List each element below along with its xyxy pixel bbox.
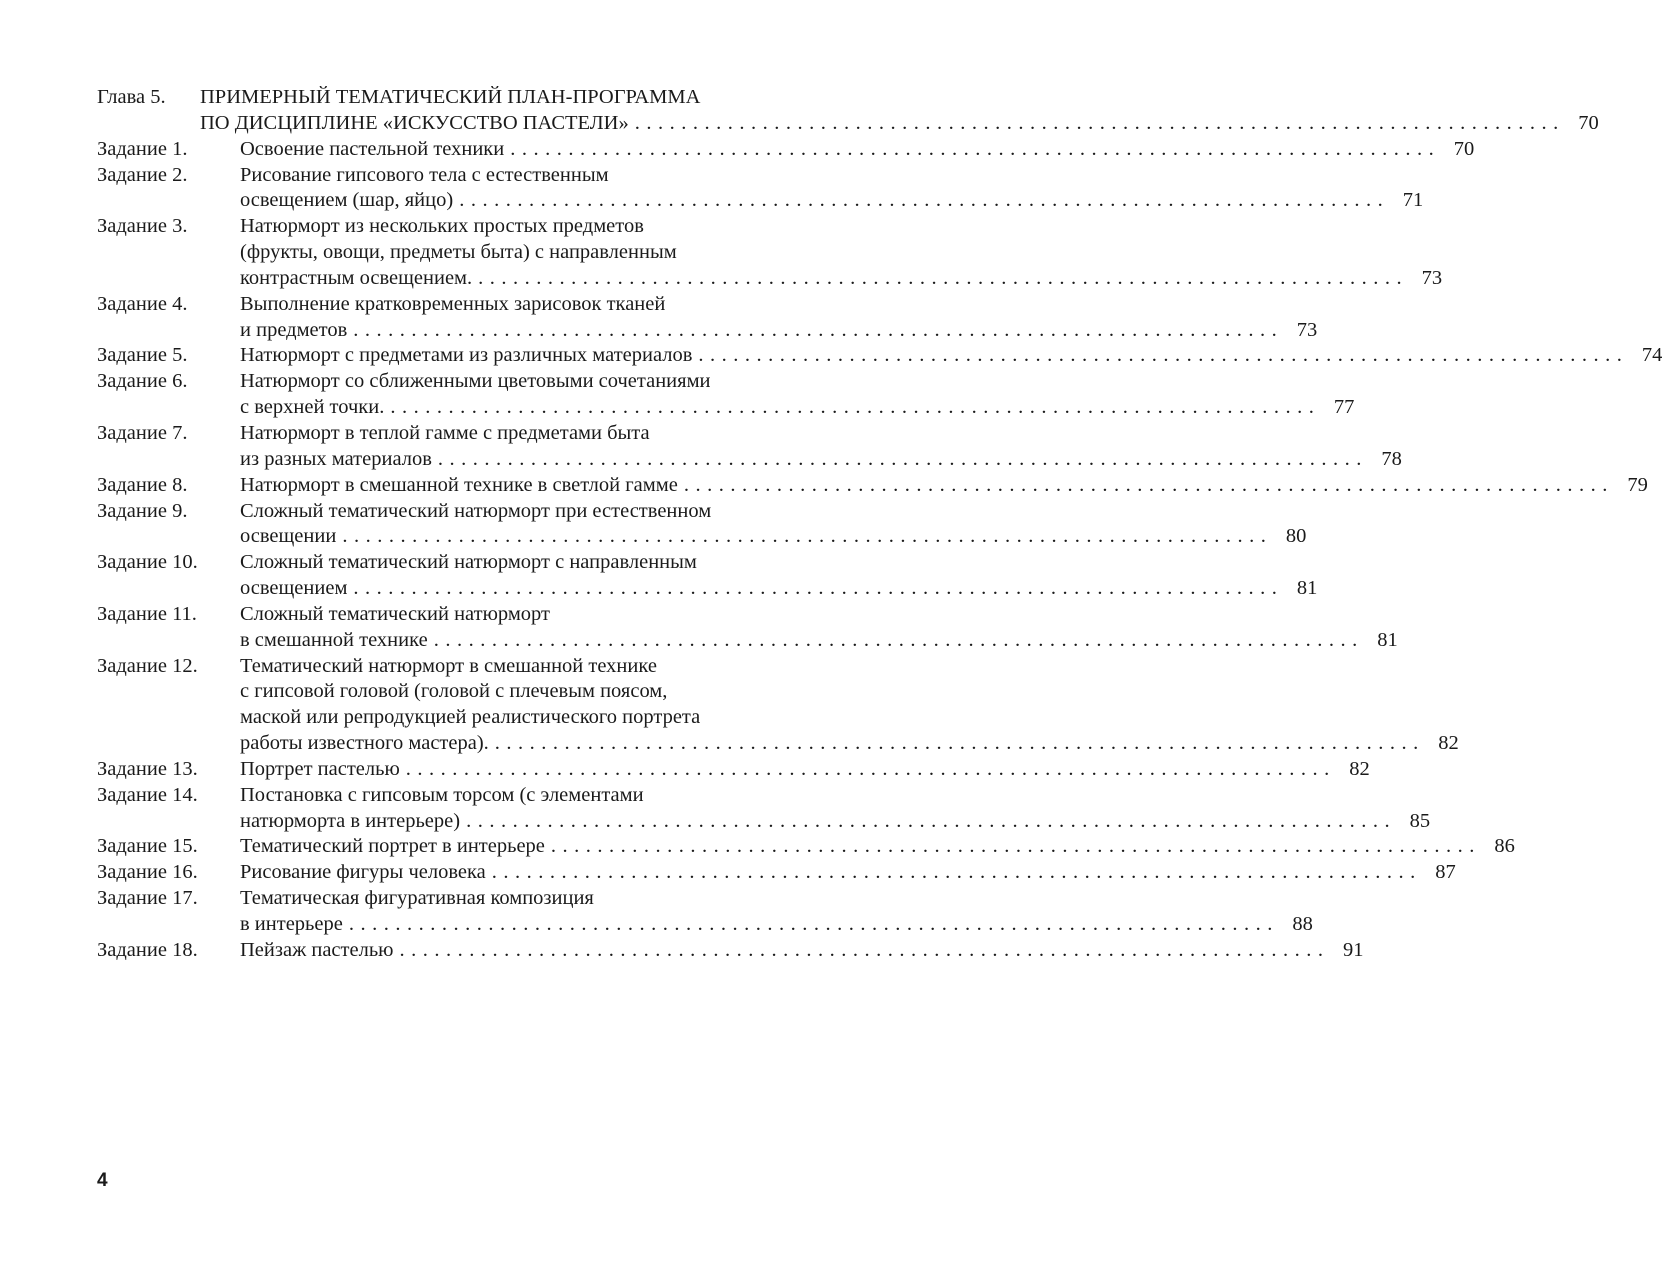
entry-page-number: 91	[1342, 938, 1364, 961]
dot-leader: ................................................................................	[342, 525, 1273, 548]
toc-entry	[97, 214, 1443, 292]
toc-entry	[97, 834, 1515, 860]
toc-entry	[97, 938, 1364, 964]
entry-page-number: 81	[1296, 577, 1318, 600]
entry-title-line: с гипсовой головой (головой с плечевым поясом,	[240, 680, 668, 703]
entry-title-line: Натюрморт из нескольких простых предметов	[240, 215, 644, 238]
dot-leader: ................................................................................	[433, 628, 1364, 651]
entry-title-line: освещением	[240, 577, 348, 600]
entry-last-line	[240, 809, 1431, 835]
entry-label: Задание 10.	[97, 551, 198, 574]
entry-title-line: Натюрморт в теплой гамме с предметами быта	[240, 421, 650, 444]
toc-entry	[97, 654, 1459, 757]
entry-body	[240, 343, 1662, 369]
entry-page-number: 71	[1402, 189, 1424, 212]
entry-body	[240, 834, 1515, 860]
entry-page-number: 80	[1285, 525, 1307, 548]
entry-title-line: Портрет пастелью	[240, 757, 400, 780]
entry-label: Задание 13.	[97, 757, 198, 780]
entry-last-line	[240, 860, 1456, 886]
dot-leader: ................................................................................	[390, 396, 1321, 419]
entry-last-line	[240, 395, 1355, 421]
entry-page-number: 78	[1381, 447, 1402, 470]
table-of-contents	[97, 85, 1662, 964]
toc-entry	[97, 421, 1402, 473]
toc-entry	[97, 860, 1456, 886]
entry-label: Задание 8.	[97, 473, 188, 496]
dot-leader: ................................................................................	[466, 809, 1397, 832]
entry-label: Задание 18.	[97, 938, 198, 961]
entry-body	[240, 163, 1424, 215]
entry-last-line	[240, 318, 1318, 344]
entry-title-line: в интерьере	[240, 913, 343, 935]
entry-body	[240, 886, 1313, 938]
entry-body	[240, 214, 1443, 292]
entry-title-line: Рисование гипсового тела с естественным	[240, 163, 609, 186]
entry-label: Глава 5.	[97, 86, 166, 108]
toc-entry	[97, 473, 1648, 499]
entry-body	[240, 421, 1402, 473]
dot-leader: ................................................................................	[510, 137, 1441, 160]
dot-leader: ................................................................................	[634, 111, 1565, 134]
entry-title-line: контрастным освещением.	[240, 266, 473, 289]
dot-leader: ................................................................................	[478, 266, 1409, 289]
entry-last-line	[240, 137, 1475, 163]
entry-last-line	[240, 266, 1443, 292]
dot-leader: ................................................................................	[491, 861, 1422, 884]
entry-body	[240, 292, 1318, 344]
dot-leader: ................................................................................	[399, 938, 1330, 961]
toc-entry	[97, 292, 1318, 344]
toc-chapter-entry	[97, 85, 1599, 137]
entry-last-line	[240, 343, 1662, 369]
entry-page-number: 70	[1578, 111, 1599, 134]
entry-title-line: Освоение пастельной техники	[240, 137, 505, 160]
toc-entry	[97, 343, 1662, 369]
entry-title-line: и предметов	[240, 318, 348, 341]
entry-title-line: из разных материалов	[240, 447, 432, 470]
entry-title-line: ПО ДИСЦИПЛИНЕ «ИСКУССТВО ПАСТЕЛИ»	[200, 111, 629, 134]
toc-entry	[97, 886, 1313, 938]
entry-label: Задание 17.	[97, 887, 198, 910]
entry-title-line: Натюрморт со сближенными цветовыми сочетаниями	[240, 370, 711, 393]
dot-leader: ................................................................................	[348, 913, 1279, 935]
entry-last-line	[240, 473, 1648, 499]
entry-page-number: 81	[1377, 628, 1398, 651]
toc-entry	[97, 137, 1475, 163]
entry-body	[240, 137, 1475, 163]
entry-last-line	[240, 938, 1364, 964]
entry-page-number: 86	[1494, 835, 1515, 858]
entry-label: Задание 6.	[97, 370, 188, 393]
page-number: 4	[97, 1170, 108, 1191]
entry-label: Задание 4.	[97, 292, 188, 315]
entry-body	[240, 499, 1307, 551]
dot-leader: ................................................................................	[550, 835, 1481, 858]
dot-leader: ................................................................................	[437, 447, 1368, 470]
entry-page-number: 79	[1627, 473, 1648, 496]
dot-leader: ................................................................................	[683, 473, 1614, 496]
entry-title-line: в смешанной технике	[240, 628, 428, 651]
entry-title-line: Сложный тематический натюрморт с направленным	[240, 551, 697, 574]
entry-title-line: ПРИМЕРНЫЙ ТЕМАТИЧЕСКИЙ ПЛАН-ПРОГРАММА	[200, 86, 701, 108]
entry-body	[240, 938, 1364, 964]
dot-leader: ................................................................................	[353, 577, 1284, 600]
entry-last-line	[240, 757, 1370, 783]
toc-entry	[97, 783, 1431, 835]
entry-body	[240, 654, 1459, 757]
entry-page-number: 74	[1641, 344, 1662, 367]
entry-page-number: 70	[1453, 137, 1475, 160]
entry-title-line: Натюрморт с предметами из различных материалов	[240, 344, 693, 367]
entry-label: Задание 2.	[97, 163, 188, 186]
entry-last-line	[240, 524, 1307, 550]
entry-label: Задание 16.	[97, 861, 198, 884]
entry-page-number: 73	[1296, 318, 1318, 341]
entry-title-line: Постановка с гипсовым торсом (с элементами	[240, 783, 644, 806]
toc-entry	[97, 550, 1318, 602]
entry-page-number: 85	[1409, 809, 1431, 832]
entry-label: Задание 7.	[97, 421, 188, 444]
toc-entry	[97, 757, 1370, 783]
entry-title-line: Пейзаж пастелью	[240, 938, 394, 961]
entry-label: Задание 9.	[97, 499, 188, 522]
entry-body	[240, 860, 1456, 886]
entry-title-line: Выполнение кратковременных зарисовок тканей	[240, 292, 666, 315]
entry-body	[240, 550, 1318, 602]
entry-title-line: Сложный тематический натюрморт	[240, 602, 550, 625]
entry-body	[240, 757, 1370, 783]
toc-entry	[97, 602, 1398, 654]
entry-page-number: 88	[1292, 913, 1313, 935]
entry-body	[240, 369, 1355, 421]
dot-leader: ................................................................................	[405, 757, 1336, 780]
dot-leader: ................................................................................	[698, 344, 1629, 367]
entry-body	[240, 602, 1398, 654]
entry-title-line: освещением (шар, яйцо)	[240, 189, 454, 212]
dot-leader: ................................................................................	[494, 732, 1425, 755]
toc-entry	[97, 163, 1424, 215]
entry-last-line	[240, 912, 1313, 938]
entry-page-number: 87	[1435, 861, 1456, 884]
entry-title-line: Тематическая фигуративная композиция	[240, 887, 594, 910]
entry-last-line	[240, 188, 1424, 214]
entry-body	[240, 473, 1648, 499]
entry-title-line: работы известного мастера).	[240, 732, 489, 755]
entry-label: Задание 3.	[97, 215, 188, 238]
entry-page-number: 77	[1333, 396, 1355, 419]
entry-title-line: маской или репродукцией реалистического портрета	[240, 706, 701, 729]
entry-title-line: Тематический натюрморт в смешанной технике	[240, 654, 657, 677]
entry-last-line	[240, 834, 1515, 860]
entry-label: Задание 11.	[97, 602, 197, 625]
entry-title-line: натюрморта в интерьере)	[240, 809, 461, 832]
entry-title-line: освещении	[240, 525, 337, 548]
entry-body	[240, 783, 1431, 835]
entry-last-line	[240, 731, 1459, 757]
entry-last-line	[240, 628, 1398, 654]
entry-label: Задание 12.	[97, 654, 198, 677]
toc-entry	[97, 499, 1307, 551]
entry-title-line: Рисование фигуры человека	[240, 861, 486, 884]
dot-leader: ................................................................................	[459, 189, 1390, 212]
entry-title-line: с верхней точки.	[240, 396, 385, 419]
entry-last-line	[240, 576, 1318, 602]
entry-label: Задание 5.	[97, 344, 188, 367]
entry-last-line	[240, 447, 1402, 473]
toc-entry	[97, 369, 1355, 421]
entry-page-number: 82	[1438, 732, 1459, 755]
entry-label: Задание 14.	[97, 783, 198, 806]
entry-body	[200, 85, 1599, 137]
entry-label: Задание 15.	[97, 835, 198, 858]
entry-last-line	[200, 111, 1599, 137]
dot-leader: ................................................................................	[353, 318, 1284, 341]
entry-title-line: Натюрморт в смешанной технике в светлой гамме	[240, 473, 678, 496]
entry-title-line: Тематический портрет в интерьере	[240, 835, 545, 858]
entry-page-number: 73	[1421, 266, 1443, 289]
entry-label: Задание 1.	[97, 137, 188, 160]
entry-page-number: 82	[1349, 757, 1370, 780]
entry-title-line: Сложный тематический натюрморт при естественном	[240, 499, 712, 522]
entry-title-line: (фрукты, овощи, предметы быта) с направленным	[240, 241, 677, 264]
